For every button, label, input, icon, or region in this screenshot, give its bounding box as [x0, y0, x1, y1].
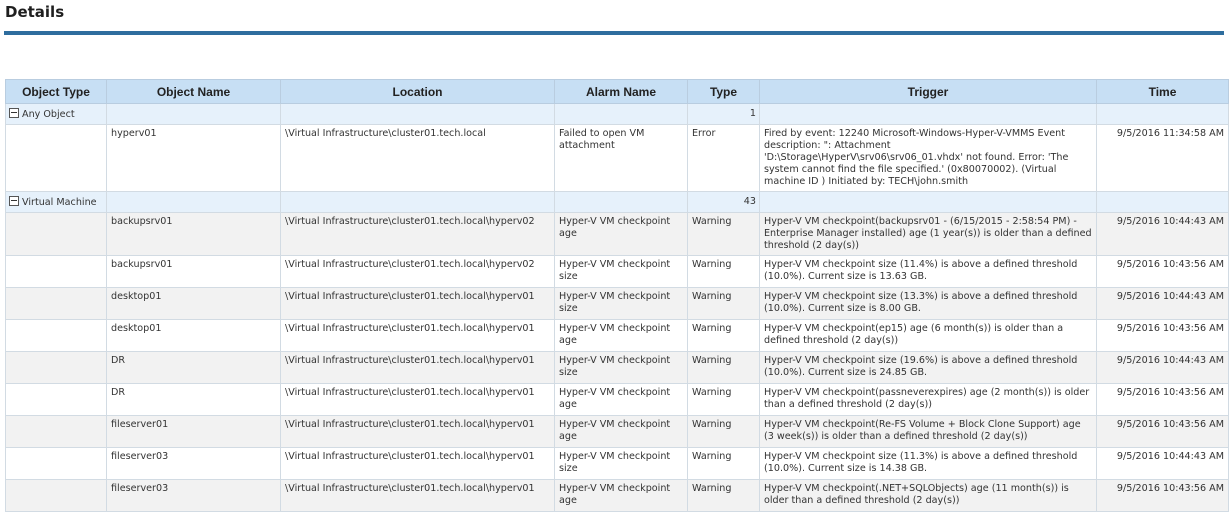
group-label: Any Object — [22, 108, 75, 120]
column-header-trigger[interactable]: Trigger — [760, 80, 1097, 104]
cell-location: \Virtual Infrastructure\cluster01.tech.local\hyperv01 — [281, 448, 555, 480]
cell-time: 9/5/2016 10:43:56 AM — [1097, 320, 1229, 352]
table-row — [6, 125, 1229, 192]
cell-time: 9/5/2016 10:43:56 AM — [1097, 416, 1229, 448]
cell-type: Warning — [688, 352, 760, 384]
cell-alarm-name: Hyper-V VM checkpoint age — [555, 213, 688, 256]
cell-object-name: hyperv01 — [107, 125, 281, 192]
cell-object-name: backupsrv01 — [107, 213, 281, 256]
table-row — [6, 416, 1229, 448]
cell-time: 9/5/2016 10:43:56 AM — [1097, 256, 1229, 288]
cell-type: Warning — [688, 256, 760, 288]
group-label: Virtual Machine — [22, 196, 97, 208]
table-row — [6, 288, 1229, 320]
column-header-time[interactable]: Time — [1097, 80, 1229, 104]
cell-object-name: fileserver03 — [107, 480, 281, 512]
cell-time: 9/5/2016 10:44:43 AM — [1097, 352, 1229, 384]
cell-trigger: Hyper-V VM checkpoint(Re-FS Volume + Block Clone Support) age (3 week(s)) is older than a defined threshold (2 day(s)) — [760, 416, 1097, 448]
cell-trigger: Hyper-V VM checkpoint size (11.3%) is above a defined threshold (10.0%). Current size is 14.38 GB. — [760, 448, 1097, 480]
cell-alarm-name: Hyper-V VM checkpoint age — [555, 480, 688, 512]
details-table — [5, 79, 1229, 512]
page-title: Details — [5, 3, 65, 21]
cell-object-name: DR — [107, 384, 281, 416]
cell-alarm-name: Hyper-V VM checkpoint size — [555, 448, 688, 480]
table-row — [6, 384, 1229, 416]
group-row-any-object — [6, 104, 1229, 125]
cell-trigger: Hyper-V VM checkpoint(ep15) age (6 month(s)) is older than a defined threshold (2 day(s)) — [760, 320, 1097, 352]
cell-location: \Virtual Infrastructure\cluster01.tech.local\hyperv01 — [281, 352, 555, 384]
cell-location: \Virtual Infrastructure\cluster01.tech.local\hyperv01 — [281, 320, 555, 352]
column-header-location[interactable]: Location — [281, 80, 555, 104]
table-row — [6, 448, 1229, 480]
cell-type: Error — [688, 125, 760, 192]
cell-location: \Virtual Infrastructure\cluster01.tech.local\hyperv01 — [281, 384, 555, 416]
cell-type: Warning — [688, 320, 760, 352]
collapse-icon[interactable] — [9, 108, 19, 118]
cell-type: Warning — [688, 480, 760, 512]
group-row-virtual-machine — [6, 192, 1229, 213]
column-header-alarm-name[interactable]: Alarm Name — [555, 80, 688, 104]
table-row — [6, 352, 1229, 384]
cell-object-name: DR — [107, 352, 281, 384]
group-toggle-cell[interactable] — [6, 104, 107, 125]
cell-time: 9/5/2016 10:43:56 AM — [1097, 480, 1229, 512]
cell-location: \Virtual Infrastructure\cluster01.tech.local\hyperv01 — [281, 288, 555, 320]
cell-trigger: Hyper-V VM checkpoint size (11.4%) is above a defined threshold (10.0%). Current size is 13.63 GB. — [760, 256, 1097, 288]
cell-trigger: Fired by event: 12240 Microsoft-Windows-Hyper-V-VMMS Event description: ": Attachment 'D:\Storage\HyperV\srv06\srv06_01.vhdx' not found. Error: 'The system cannot find the file specified.' (0x80070002). (Virtual machine ID ) Initiated by: TECH\john.smith — [760, 125, 1097, 192]
table-row — [6, 320, 1229, 352]
cell-type: Warning — [688, 448, 760, 480]
table-row — [6, 213, 1229, 256]
cell-time: 9/5/2016 10:43:56 AM — [1097, 384, 1229, 416]
cell-alarm-name: Hyper-V VM checkpoint size — [555, 288, 688, 320]
cell-trigger: Hyper-V VM checkpoint size (19.6%) is above a defined threshold (10.0%). Current size is 24.85 GB. — [760, 352, 1097, 384]
group-count: 1 — [688, 104, 760, 125]
column-header-object-name[interactable]: Object Name — [107, 80, 281, 104]
cell-location: \Virtual Infrastructure\cluster01.tech.local\hyperv01 — [281, 480, 555, 512]
cell-location: \Virtual Infrastructure\cluster01.tech.local\hyperv02 — [281, 256, 555, 288]
cell-trigger: Hyper-V VM checkpoint(backupsrv01 - (6/15/2015 - 2:58:54 PM) - Enterprise Manager installed) age (1 year(s)) is older than a defined threshold (2 day(s)) — [760, 213, 1097, 256]
table-row — [6, 480, 1229, 512]
cell-alarm-name: Hyper-V VM checkpoint age — [555, 320, 688, 352]
title-divider — [4, 31, 1224, 35]
cell-object-name: fileserver01 — [107, 416, 281, 448]
cell-location: \Virtual Infrastructure\cluster01.tech.local — [281, 125, 555, 192]
cell-type: Warning — [688, 288, 760, 320]
cell-location: \Virtual Infrastructure\cluster01.tech.local\hyperv02 — [281, 213, 555, 256]
column-header-object-type[interactable]: Object Type — [6, 80, 107, 104]
cell-alarm-name: Hyper-V VM checkpoint size — [555, 256, 688, 288]
cell-time: 9/5/2016 10:44:43 AM — [1097, 448, 1229, 480]
cell-alarm-name: Hyper-V VM checkpoint size — [555, 352, 688, 384]
cell-time: 9/5/2016 11:34:58 AM — [1097, 125, 1229, 192]
header-row — [6, 80, 1229, 104]
cell-type: Warning — [688, 416, 760, 448]
cell-alarm-name: Hyper-V VM checkpoint age — [555, 416, 688, 448]
cell-alarm-name: Failed to open VM attachment — [555, 125, 688, 192]
cell-time: 9/5/2016 10:44:43 AM — [1097, 213, 1229, 256]
cell-alarm-name: Hyper-V VM checkpoint age — [555, 384, 688, 416]
column-header-type[interactable]: Type — [688, 80, 760, 104]
cell-time: 9/5/2016 10:44:43 AM — [1097, 288, 1229, 320]
group-count: 43 — [688, 192, 760, 213]
cell-type: Warning — [688, 213, 760, 256]
cell-trigger: Hyper-V VM checkpoint(passneverexpires) age (2 month(s)) is older than a defined threshold (2 day(s)) — [760, 384, 1097, 416]
cell-type: Warning — [688, 384, 760, 416]
cell-object-name: desktop01 — [107, 320, 281, 352]
cell-trigger: Hyper-V VM checkpoint size (13.3%) is above a defined threshold (10.0%). Current size is 8.00 GB. — [760, 288, 1097, 320]
collapse-icon[interactable] — [9, 196, 19, 206]
cell-location: \Virtual Infrastructure\cluster01.tech.local\hyperv01 — [281, 416, 555, 448]
cell-object-name: backupsrv01 — [107, 256, 281, 288]
cell-trigger: Hyper-V VM checkpoint(.NET+SQLObjects) age (11 month(s)) is older than a defined threshold (2 day(s)) — [760, 480, 1097, 512]
cell-object-name: desktop01 — [107, 288, 281, 320]
group-toggle-cell[interactable] — [6, 192, 107, 213]
cell-object-name: fileserver03 — [107, 448, 281, 480]
table-row — [6, 256, 1229, 288]
